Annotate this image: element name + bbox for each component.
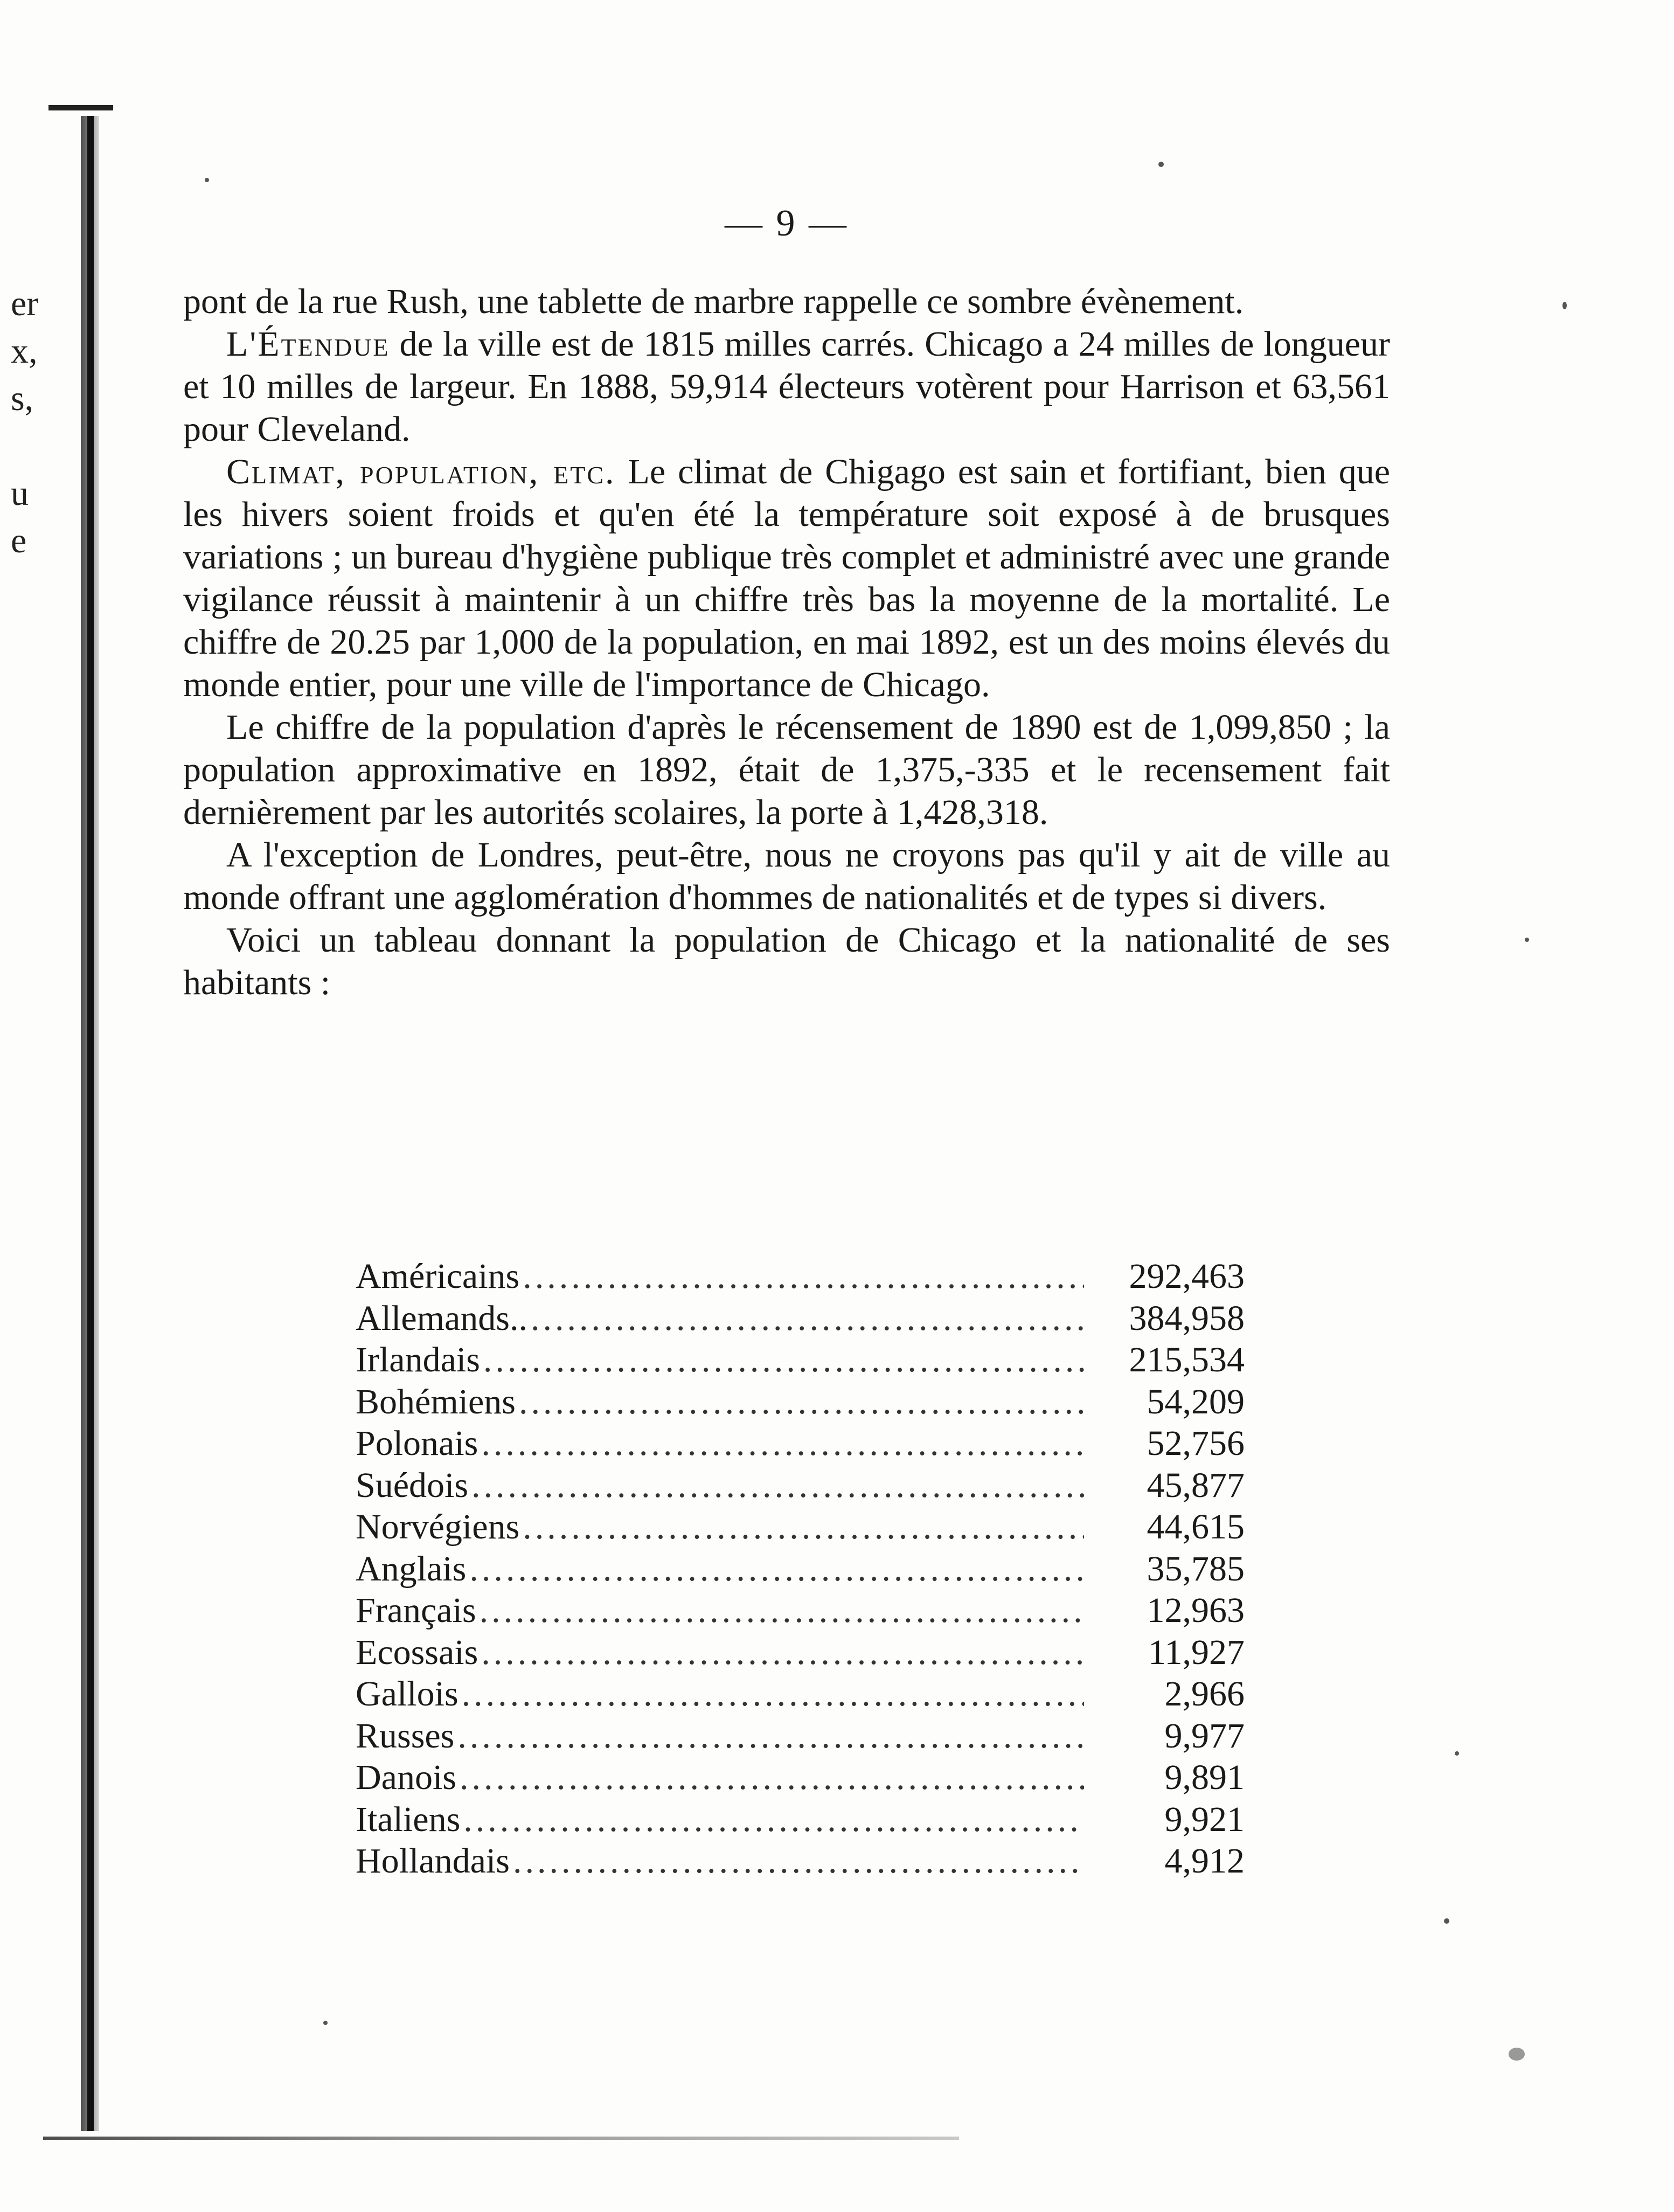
dot-leader [531,1298,1084,1340]
table-row [356,1673,1245,1715]
table-row [356,1506,1245,1548]
dot-leader [457,1715,1084,1757]
population-value: 9,921 [1164,1799,1245,1839]
nationality-label: Bohémiens [356,1382,516,1421]
nationality-label: Danois [356,1758,456,1797]
paragraph-tableau-intro: Voici un tableau donnant la population de Chicago et la nationalité de ses habitants : [183,920,1390,1002]
table-row [356,1840,1245,1882]
dot-leader [481,1632,1084,1674]
population-value: 9,977 [1164,1716,1245,1756]
margin-fragment: s, [11,379,34,418]
table-row [356,1799,1245,1841]
dot-leader [519,1381,1084,1423]
table-row [356,1757,1245,1799]
body-text [183,280,1390,1004]
scan-top-edge [48,105,113,110]
table-row [356,1715,1245,1757]
nationality-label: Norvégiens [356,1507,520,1547]
dot-leader [460,1757,1084,1799]
table-row [356,1632,1245,1674]
scan-speck [1455,1751,1459,1756]
population-value: 54,209 [1147,1382,1245,1421]
scan-speck [1562,302,1567,309]
table-row [356,1339,1245,1381]
dot-leader [462,1673,1084,1715]
nationality-label: Italiens [356,1799,461,1839]
dot-leader [463,1799,1084,1841]
population-value: 2,966 [1164,1674,1245,1714]
paragraph-etendue [183,323,1390,450]
scan-speck [205,178,209,182]
population-value: 12,963 [1147,1591,1245,1630]
population-table [356,1256,1245,1882]
paragraph-heading: Climat, population, etc. [226,452,616,491]
population-value: 4,912 [1164,1841,1245,1881]
nationality-label: Irlandais [356,1340,480,1379]
dot-leader [471,1465,1084,1507]
nationality-label: Russes [356,1716,455,1756]
dot-leader [481,1423,1084,1465]
nationality-label: Hollandais [356,1841,510,1881]
margin-fragment: x, [11,331,38,371]
scan-bottom-edge [43,2137,959,2140]
binding-edge-shadow [87,116,94,2131]
dot-leader [480,1590,1084,1632]
table-row [356,1423,1245,1465]
scan-speck [1444,1918,1449,1924]
dot-leader [513,1840,1084,1882]
population-value: 35,785 [1147,1549,1245,1589]
left-margin-fragments [11,280,75,565]
margin-fragment: e [11,521,27,560]
paragraph-londres: A l'exception de Londres, peut-être, nous ne croyons pas qu'il y ait de ville au monde offrant une agglomération d'hommes de nationalités et de types si divers. [183,835,1390,917]
table-row [356,1548,1245,1590]
dot-leader [523,1506,1084,1548]
paragraph-body: Le climat de Chigago est sain et fortifiant, bien que les hivers soient froids et qu'en été la température soit exposé à de brusques variations ; un bureau d'hygiène publique très complet et administré avec une grande vigilance réussit à maintenir à un chiffre très bas la moyenne de la mortalité. Le chiffre de 20.25 par 1,000 de la population, en mai 1892, est un des moins élevés du monde entier, pour une ville de l'importance de Chicago. [183,452,1390,704]
population-value: 292,463 [1129,1257,1245,1296]
dot-leader [483,1339,1084,1381]
paragraph-climat [183,450,1390,706]
margin-fragment [11,422,75,470]
population-value: 384,958 [1129,1298,1245,1338]
nationality-label: Ecossais [356,1632,478,1672]
population-value: 52,756 [1147,1424,1245,1463]
nationality-label: Américains [356,1257,520,1296]
paragraph-heading: L'Étendue [226,324,390,364]
table-row [356,1590,1245,1632]
nationality-label: Français [356,1591,476,1630]
scan-speck [1525,938,1529,942]
nationality-label: Suédois [356,1465,469,1505]
scan-speck [323,2021,328,2025]
nationality-label: Polonais [356,1424,478,1463]
nationality-label: Allemands.. [356,1298,527,1338]
nationality-label: Anglais [356,1549,467,1589]
table-row [356,1256,1245,1298]
margin-fragment: er [11,284,39,323]
population-value: 44,615 [1147,1507,1245,1547]
paragraph-body: de la ville est de 1815 milles carrés. Chicago a 24 milles de longueur et 10 milles de largeur. En 1888, 59,914 électeurs votèrent pour Harrison et 63,561 pour Cleveland. [183,324,1390,449]
nationality-label: Gallois [356,1674,459,1714]
scan-speck [1158,162,1164,167]
page-number: — 9 — [725,203,849,244]
dot-leader [469,1548,1084,1590]
margin-fragment: u [11,474,29,513]
population-value: 9,891 [1164,1758,1245,1797]
table-row [356,1381,1245,1423]
dot-leader [523,1256,1084,1298]
paragraph-rue-rush: pont de la rue Rush, une tablette de marbre rappelle ce sombre évènement. [183,282,1244,321]
table-row [356,1298,1245,1340]
population-value: 45,877 [1147,1465,1245,1505]
population-value: 215,534 [1129,1340,1245,1379]
population-value: 11,927 [1148,1632,1245,1672]
scan-speck [1509,2048,1525,2061]
table-row [356,1465,1245,1507]
paragraph-population: Le chiffre de la population d'après le récensement de 1890 est de 1,099,850 ; la population approximative en 1892, était de 1,375,-335 et le recensement fait dernièrement par les autorités scolaires, la porte à 1,428,318. [183,708,1390,832]
